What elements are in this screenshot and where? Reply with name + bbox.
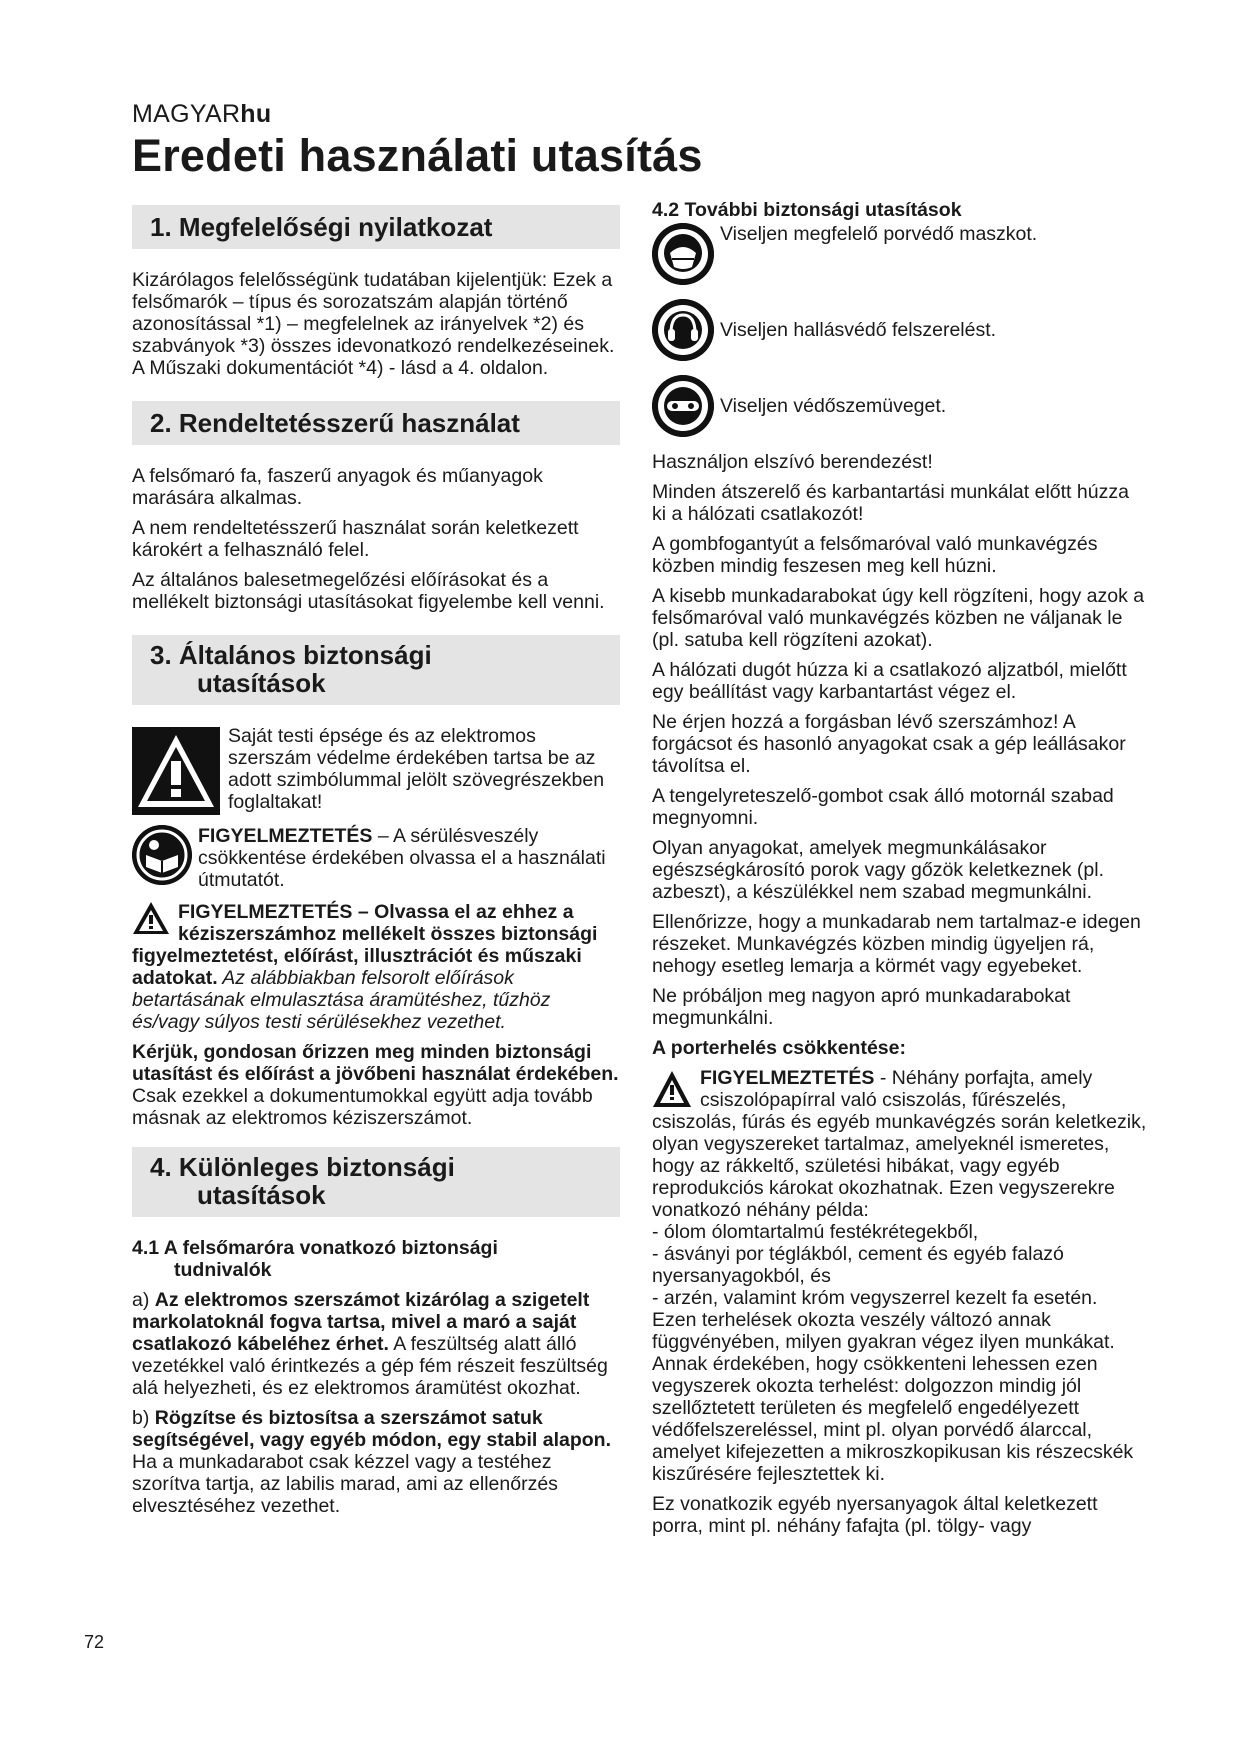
page-number: 72 [84,1632,105,1652]
ppe-goggles-row [652,375,1148,437]
ppe-dust-mask-row [652,223,1148,285]
section-2-p3: Az általános balesetmegelőzési előírásokat és a mellékelt biztonsági utasításokat figyelembe kell venni. [132,569,605,613]
ppe-hearing-text: Viseljen hallásvédő felszerelést. [720,319,997,341]
keep-instructions-text: Csak ezekkel a dokumentumokkal együtt adja tovább másnak az elektromos kéziszerszámot. [132,1085,593,1129]
dust-warning-block [652,1067,1148,1485]
language-code: hu [240,100,272,128]
keep-instructions-bold: Kérjük, gondosan őrizzen meg minden biztonsági utasítást és előírást a jövőbeni használat érdekében. [132,1041,619,1085]
read-manual-row [132,825,620,891]
right-para-3: A gombfogantyút a felsőmaróval való munkavégzés közben mindig feszesen meg kell húzni. [652,533,1098,577]
rule-a [132,1289,620,1399]
language-name: MAGYAR [132,100,241,128]
language-label [132,100,271,129]
rule-b-text: Ha a munkadarabot csak kézzel vagy a testéhez szorítva tartja, az labilis marad, ami az ellenőrzés elvesztéséhez vezethet. [132,1451,558,1517]
ppe-hearing-row [652,299,1148,361]
section-2-p1: A felsőmaró fa, faszerű anyagok és műanyagok marására alkalmas. [132,465,543,509]
subsection-4-1-heading [132,1237,620,1281]
right-para-10: Ne próbáljon meg nagyon apró munkadarabokat megmunkálni. [652,985,1071,1029]
dust-after-text: Ezen terhelések okozta veszély változó annak függvényében, milyen gyakran végez ilyen munkákat. Annak érdekében, hogy csökkenteni lehessen ezen vegyszerek okozta terhelést: dolgozzon mindig jól szellőztetett területen és megfelelő engedélyezett védőfelszereléssel, mint pl. olyan porvédő álarccal, amelyet kifejezetten a mikroszkopikusan kis részecskék kiszűrésére fejlesztettek ki. [652,1309,1134,1485]
page-title: Eredeti használati utasítás [132,130,703,181]
rule-b-bold: Rögzítse és biztosítsa a szerszámot satuk segítségével, vagy egyéb módon, egy stabil alapon. [132,1407,611,1451]
rule-a-text: A feszültség alatt álló vezetékkel való érintkezés a gép fém részeit feszültség alá helyezheti, és ez elektromos áramütést okozhat. [132,1333,608,1399]
read-manual-label: FIGYELMEZTETÉS [198,825,373,847]
right-para-8: Olyan anyagokat, amelyek megmunkálásakor egészségkárosító porok vagy gőzök keletkeznek (pl. azbeszt), a készülékkel nem szabad megmunkálni. [652,837,1104,903]
warning-symbol-text: Saját testi épsége és az elektromos szerszám védelme érdekében tartsa be az adott szimbólummal jelölt szövegrészekben foglaltakat! [228,725,605,813]
section-2-heading: 2. Rendeltetésszerű használat [132,401,620,445]
section-4-heading-line1: 4. Különleges biztonsági [150,1152,455,1182]
read-manual-body: – A sérülésveszély csökkentése érdekében olvassa el a használati útmutatót. [198,825,606,891]
section-3-heading-line2: utasítások [197,668,326,698]
list-item: - ólom ólomtartalmú festékrétegekből, [652,1221,979,1243]
ppe-dust-mask-text: Viseljen megfelelő porvédő maszkot. [720,223,1038,245]
dust-heading: A porterhelés csökkentése: [652,1037,906,1059]
section-3-heading-line1: 3. Általános biztonsági [150,640,432,670]
section-1-heading: 1. Megfelelőségi nyilatkozat [132,205,620,249]
read-manual-text [198,825,620,891]
subsection-4-1-line2: tudnivalók [174,1259,272,1281]
read-manual-icon [132,825,192,885]
ppe-goggles-text: Viseljen védőszemüveget. [720,395,947,417]
subsection-4-1-line1: 4.1 A felsőmaróra vonatkozó biztonsági [132,1237,498,1259]
dust-warning-text [652,1067,1148,1221]
right-para-1: Használjon elszívó berendezést! [652,451,933,473]
section-3-heading [132,635,620,705]
right-para-9: Ellenőrizze, hogy a munkadarab nem tartalmaz-e idegen részeket. Munkavégzés közben mindig ügyeljen rá, nehogy esetleg lemarja a körmét vagy egyebeket. [652,911,1141,977]
dust-warning-label: FIGYELMEZTETÉS [700,1067,875,1089]
rule-b [132,1407,620,1517]
section-1-text: Kizárólagos felelősségünk tudatában kijelentjük: Ezek a felsőmarók – típus és sorozatszám alapján történő azonosítással *1) – megfelelnek az irányelvek *2) és szabványok *3) összes idevonatkozó rendelkezéseinek. A Műszaki dokumentációt *4) - lásd a 4. oldalon. [132,269,615,379]
safety-goggles-icon [652,375,714,437]
hearing-protection-icon [652,299,714,361]
list-item: - arzén, valamint króm vegyszerrel kezelt fa esetén. [652,1287,1098,1309]
right-para-2: Minden átszerelő és karbantartási munkálat előtt húzza ki a hálózati csatlakozót! [652,481,1129,525]
right-para-4: A kisebb munkadarabokat úgy kell rögzíteni, hogy azok a felsőmaróval való munkavégzés közben ne váljanak le (pl. satuba kell rögzíteni azokat). [652,585,1145,651]
general-warning-bold: FIGYELMEZTETÉS – Olvassa el az ehhez a kéziszerszámhoz mellékelt összes biztonsági figyelmeztetést, előírást, illusztrációt és műszaki adatokat. [132,901,598,989]
right-last-para: Ez vonatkozik egyéb nyersanyagok által keletkezett porra, mint pl. néhány fafajta (pl. tölgy- vagy [652,1493,1098,1537]
right-column [652,199,1148,1545]
right-para-6: Ne érjen hozzá a forgásban lévő szerszámhoz! A forgácsot és hasonló anyagokat csak a gép leállásakor távolítsa el. [652,711,1126,777]
dust-warning-body: - Néhány porfajta, amely csiszolópapírral való csiszolás, fűrészelés, csiszolás, fúrás és egyéb munkavégzés során keletkezik, olyan vegyszereket tartalmaz, amelyeknél ismeretes, hogy az rákkeltő, születési hibákat, vagy egyéb reprodukciós károkat okozhatnak. Ezen vegyszerekre vonatkozó néhány példa: [652,1067,1147,1221]
warning-triangle-small-icon [652,1069,692,1109]
right-para-5: A hálózati dugót húzza ki a csatlakozó aljzatból, mielőtt egy beállítást vagy karbantartást végez el. [652,659,1127,703]
rule-a-prefix: a) [132,1289,155,1311]
rule-b-prefix: b) [132,1407,155,1429]
dust-mask-icon [652,223,714,285]
subsection-4-2-heading: 4.2 További biztonsági utasítások [652,199,962,221]
warning-triangle-small-icon [132,901,170,935]
general-warning-text [132,901,620,1033]
right-para-7: A tengelyreteszelő-gombot csak álló motornál szabad megnyomni. [652,785,1114,829]
rule-a-bold: Az elektromos szerszámot kizárólag a szigetelt markolatoknál fogva tartsa, mivel a maró a saját csatlakozó kábeléhez érhet. [132,1289,590,1355]
section-4-heading [132,1147,620,1217]
warning-symbol-row [132,725,620,815]
section-4-heading-line2: utasítások [197,1180,326,1210]
warning-triangle-icon [132,727,220,815]
left-column [132,205,620,1525]
list-item: - ásványi por téglákból, cement és egyéb falazó nyersanyagokból, és [652,1243,1064,1287]
general-warning-italic: Az alábbiakban felsorolt előírások betartásának elmulasztása áramütéshez, tűzhöz és/vagy súlyos testi sérülésekhez vezethet. [132,967,551,1033]
dust-examples-list [652,1221,1148,1309]
general-warning-block [132,901,620,1033]
section-2-p2: A nem rendeltetésszerű használat során keletkezett károkért a felhasználó felel. [132,517,579,561]
